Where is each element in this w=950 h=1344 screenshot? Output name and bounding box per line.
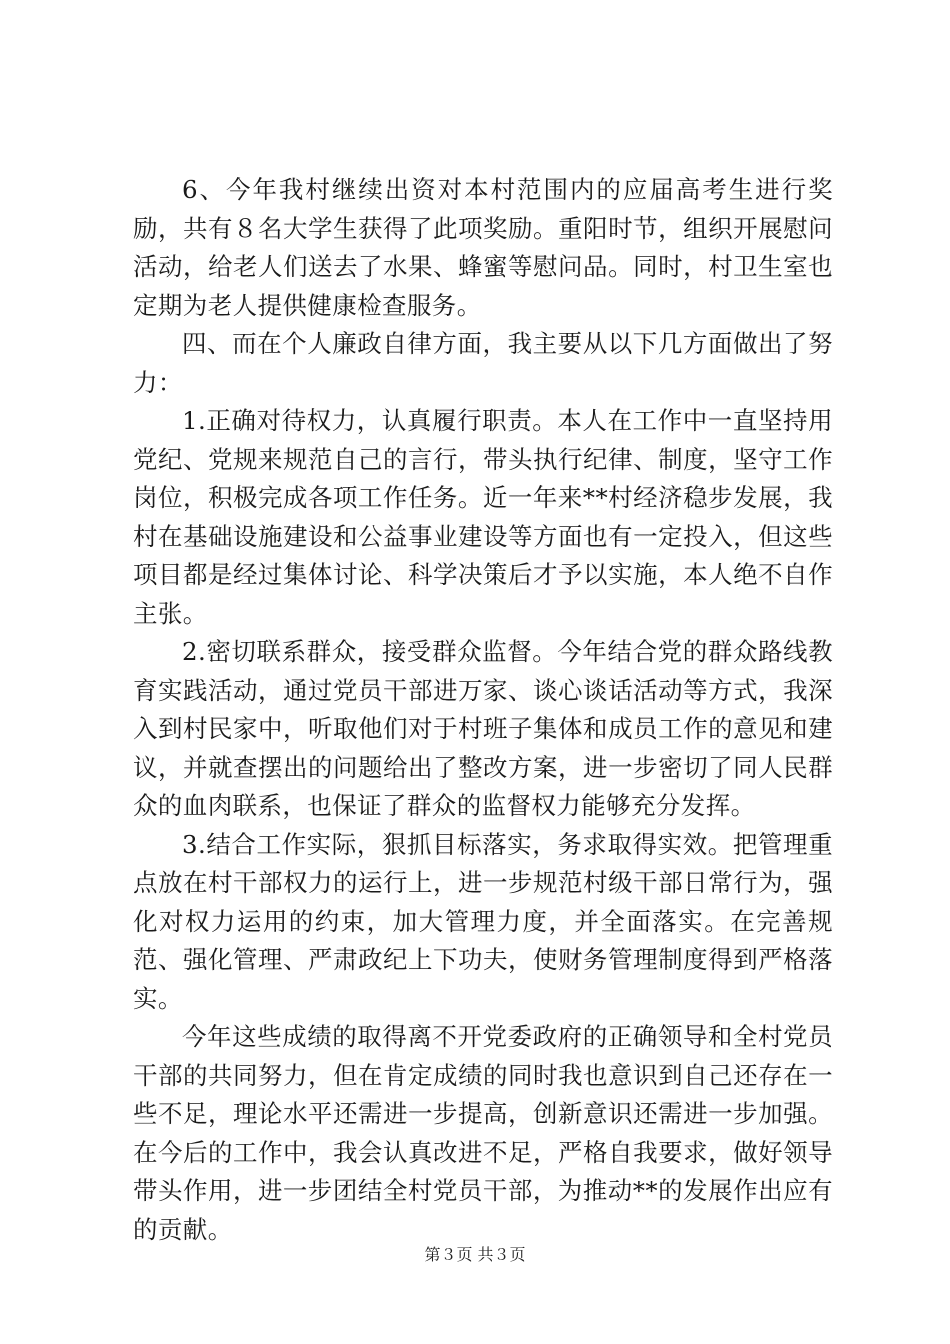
paragraph-point-one-power: 1.正确对待权力，认真履行职责。本人在工作中一直坚持用党纪、党规来规范自己的言行，带头执行纪律、制度，坚守工作岗位，积极完成各项工作任务。近一年来**村经济稳步发展，我村在基础设施建设和公益事业建设等方面也有一定投入，但这些项目都是经过集体讨论、科学决策后才予以实施，本人绝不自作主张。 <box>133 406 833 628</box>
document-body <box>133 171 833 1249</box>
paragraph-section-four-heading: 四、而在个人廉政自律方面，我主要从以下几方面做出了努力： <box>133 329 833 397</box>
page-number-footer: 第３页 共３页 <box>424 1245 526 1264</box>
paragraph-conclusion: 今年这些成绩的取得离不开党委政府的正确领导和全村党员干部的共同努力，但在肯定成绩的同时我也意识到自己还存在一些不足，理论水平还需进一步提高，创新意识还需进一步加强。在今后的工作中，我会认真改进不足，严格自我要求，做好领导带头作用，进一步团结全村党员干部，为推动**的发展作出应有的贡献。 <box>133 1022 833 1244</box>
paragraph-point-two-masses: 2.密切联系群众，接受群众监督。今年结合党的群众路线教育实践活动，通过党员干部进万家、谈心谈话活动等方式，我深入到村民家中，听取他们对于村班子集体和成员工作的意见和建议，并就查摆出的问题给出了整改方案，进一步密切了同人民群众的血肉联系，也保证了群众的监督权力能够充分发挥。 <box>133 637 833 820</box>
paragraph-point-three-implementation: 3.结合工作实际，狠抓目标落实，务求取得实效。把管理重点放在村干部权力的运行上，进一步规范村级干部日常行为，强化对权力运用的约束，加大管理力度，并全面落实。在完善规范、强化管理、严肃政纪上下功夫，使财务管理制度得到严格落实。 <box>133 829 833 1013</box>
paragraph-awards-and-elderly-care: 6、今年我村继续出资对本村范围内的应届高考生进行奖励，共有８名大学生获得了此项奖励。重阳时节，组织开展慰问活动，给老人们送去了水果、蜂蜜等慰问品。同时，村卫生室也定期为老人提供健康检查服务。 <box>133 175 833 320</box>
